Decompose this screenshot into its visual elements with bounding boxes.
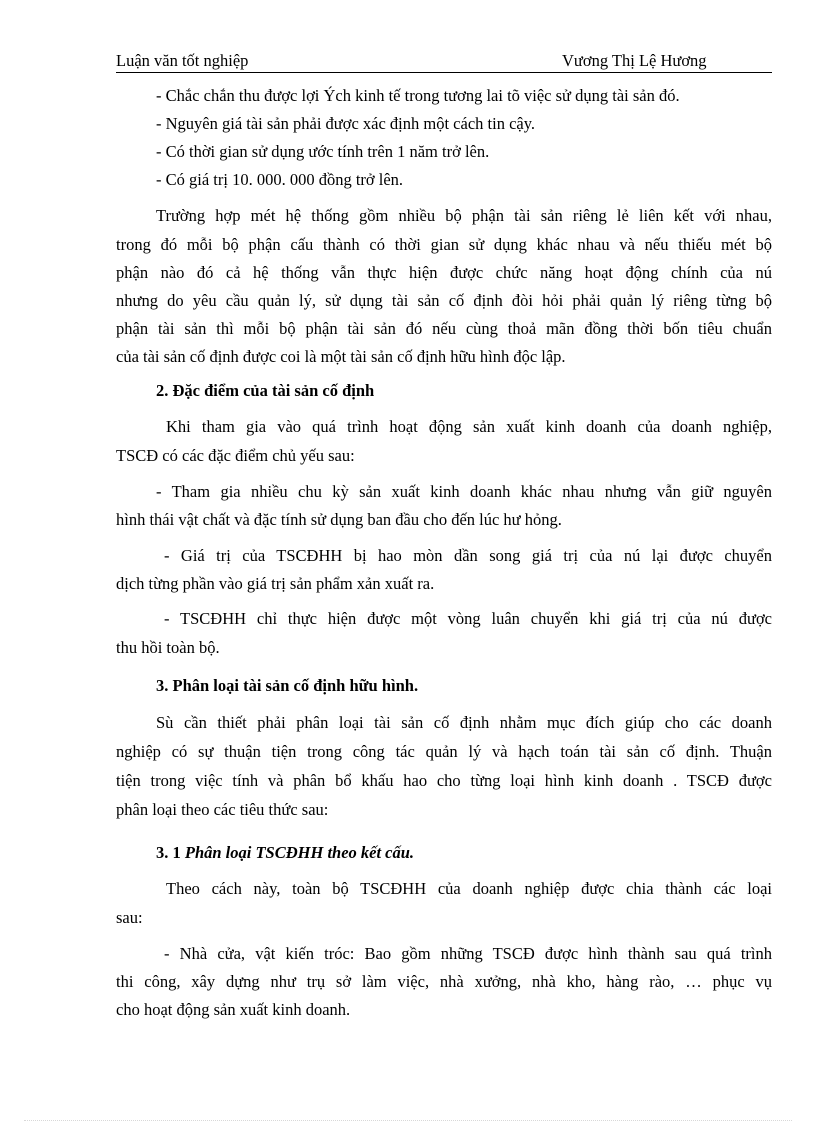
paragraph-line: của tài sản cố định được coi là một tài sản cố định hữu hình độc lập. — [116, 347, 566, 366]
paragraph-line: phận nào đó cả hệ thống vẫn thực hiện được chức năng hoạt động chính của nú — [116, 263, 772, 282]
subsection-title: Phân loại TSCĐHH theo kết cấu. — [184, 843, 415, 862]
paragraph-line: - Giá trị của TSCĐHH bị hao mòn dần song giá trị của nú lại được chuyển — [164, 546, 772, 565]
paragraph-line: TSCĐ có các đặc điểm chủ yếu sau: — [116, 446, 355, 465]
criteria-line: - Có thời gian sử dụng ước tính trên 1 năm trở lên. — [156, 142, 490, 161]
paragraph-line: phân loại theo các tiêu thức sau: — [116, 800, 329, 819]
criteria-line: - Nguyên giá tài sản phải được xác định một cách tin cậy. — [156, 114, 536, 133]
paragraph-line: trong đó mỗi bộ phận cấu thành có thời gian sử dụng khác nhau và nếu thiếu mét bộ — [116, 235, 772, 254]
paragraph-line: Theo cách này, toàn bộ TSCĐHH của doanh nghiệp được chia thành các loại — [166, 879, 772, 898]
paragraph-line: - Tham gia nhiều chu kỳ sản xuất kinh doanh khác nhau nhưng vẫn giữ nguyên — [156, 482, 772, 501]
subsection-heading — [116, 842, 772, 864]
paragraph-line: nhưng do yêu cầu quản lý, sử dụng tài sản cố định đòi hỏi phải quản lý riêng từng bộ — [116, 291, 772, 310]
paragraph-line: thu hồi toàn bộ. — [116, 638, 220, 657]
paragraph-line: Sù cần thiết phải phân loại tài sản cố định nhằm mục đích giúp cho các doanh — [156, 713, 772, 732]
paragraph-line: Khi tham gia vào quá trình hoạt động sản xuất kinh doanh của doanh nghiệp, — [166, 417, 772, 436]
paragraph-line: dịch từng phần vào giá trị sản phẩm xản xuất ra. — [116, 574, 435, 593]
page-bottom-divider — [24, 1120, 792, 1121]
paragraph-line: tiện trong việc tính và phân bổ khấu hao cho từng loại hình kinh doanh . TSCĐ được — [116, 771, 772, 790]
paragraph-line: - TSCĐHH chỉ thực hiện được một vòng luân chuyển khi giá trị của nú được — [164, 609, 772, 628]
criteria-line: - Có giá trị 10. 000. 000 đồng trở lên. — [156, 170, 404, 189]
paragraph-line: sau: — [116, 908, 143, 927]
paragraph-line: nghiệp có sự thuận tiện trong công tác quản lý và hạch toán tài sản cố định. Thuận — [116, 742, 772, 761]
page-header — [116, 50, 772, 73]
header-author: Vương Thị Lệ Hương — [562, 51, 707, 70]
paragraph-line: hình thái vật chất và đặc tính sử dụng ban đầu cho đến lúc hư hỏng. — [116, 510, 562, 529]
header-left-title: Luận văn tốt nghiệp — [116, 51, 249, 70]
paragraph-line: - Nhà cửa, vật kiến tróc: Bao gồm những TSCĐ được hình thành sau quá trình — [164, 944, 772, 963]
subsection-number: 3. 1 — [156, 843, 181, 862]
paragraph-line: phận tài sản thì mỗi bộ phận tài sản đó nếu cùng thoả mãn đồng thời bốn tiêu chuẩn — [116, 319, 772, 338]
criteria-line: - Chắc chắn thu được lợi Ých kinh tế trong tương lai tõ việc sử dụng tài sản đó. — [156, 86, 680, 105]
paragraph-line: thi công, xây dựng như trụ sở làm việc, nhà xưởng, nhà kho, hàng rào, … phục vụ — [116, 972, 772, 991]
section-heading: 2. Đặc điểm của tài sản cố định — [156, 381, 375, 400]
paragraph-line: cho hoạt động sản xuất kinh doanh. — [116, 1000, 351, 1019]
paragraph-line: Trường hợp mét hệ thống gồm nhiều bộ phận tài sản riêng lẻ liên kết với nhau, — [156, 206, 772, 225]
section-heading: 3. Phân loại tài sản cố định hữu hình. — [156, 676, 419, 695]
